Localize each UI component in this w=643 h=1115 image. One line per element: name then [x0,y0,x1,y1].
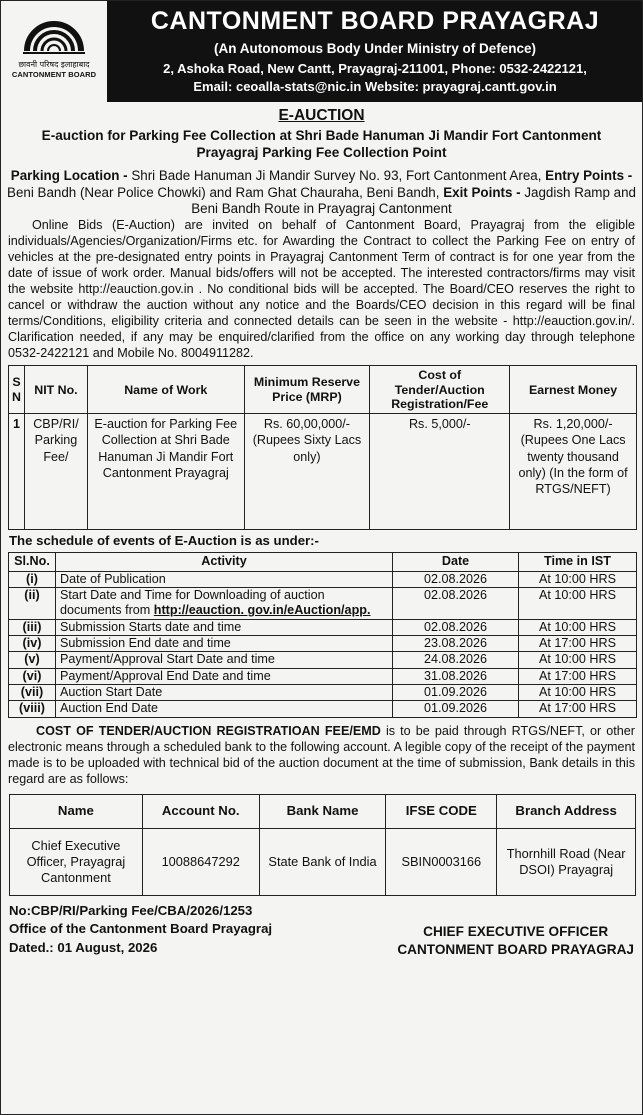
col-slno: Sl.No. [9,552,56,571]
reference-number: No:CBP/RI/Parking Fee/CBA/2026/1253 [9,902,253,918]
parking-location [1,168,642,217]
footer-reference [9,902,272,959]
entry-text: Beni Bandh (Near Police Chowki) and Ram Ghat Chauraha, Beni Bandh, [7,184,444,200]
board-title: CANTONMENT BOARD PRAYAGRAJ [150,7,600,35]
cell-activity: Submission End date and time [56,635,393,651]
cell-branch: Thornhill Road (Near DSOI) Prayagraj [497,828,636,895]
cell-sl: (ii) [9,587,56,619]
col-cost: Cost of Tender/Auction Registration/Fee [370,366,510,414]
cell-activity: Payment/Approval Start Date and time [56,652,393,668]
cell-time: At 10:00 HRS [519,619,637,635]
col-branch: Branch Address [497,794,636,828]
cell-activity: Submission Starts date and time [56,619,393,635]
cell-ifsc: SBIN0003166 [386,828,497,895]
table-row [9,685,637,701]
cell-sl: (iii) [9,619,56,635]
notice-body [1,218,642,362]
col-sn: S N [9,366,25,414]
cost-bold-text: COST OF TENDER/AUCTION REGISTRATIOAN FEE/EMD [36,723,381,738]
eauction-link[interactable]: http://eauction. gov.in/eAuction/app. [153,603,371,618]
table-row [9,619,637,635]
nit-table [8,365,637,530]
col-account: Account No. [142,794,259,828]
cell-work: E-auction for Parking Fee Collection at Shri Bade Hanuman Ji Mandir Fort Cantonment Prayagraj [87,414,244,530]
cell-date: 02.08.2026 [393,587,519,619]
exit-label: Exit Points - [443,184,521,200]
cell-activity: Auction End Date [56,701,393,717]
table-row [10,828,636,895]
cell-date: 31.08.2026 [393,668,519,684]
cell-date: 02.08.2026 [393,619,519,635]
col-work: Name of Work [87,366,244,414]
board-subtitle: (An Autonomous Body Under Ministry of Defence) [213,41,536,57]
cell-date: 02.08.2026 [393,571,519,587]
cell-activity [56,587,393,619]
signatory-org: CANTONMENT BOARD PRAYAGRAJ [397,941,634,957]
col-activity: Activity [56,552,393,571]
cell-sl: (i) [9,571,56,587]
location-label: Parking Location - [10,168,128,184]
notice-heading: E-AUCTION [278,107,365,124]
header-text [108,1,642,102]
cell-mrp: Rs. 60,00,000/- (Rupees Sixty Lacs only) [244,414,370,530]
col-time: Time in IST [519,552,637,571]
col-name: Name [10,794,143,828]
logo [1,1,108,102]
entry-label: Entry Points - [545,168,633,184]
cell-time: At 10:00 HRS [519,685,637,701]
signatory [397,902,634,959]
footer [1,902,642,959]
header [1,1,642,102]
cell-emd: Rs. 1,20,000/- (Rupees One Lacs twenty thousand only) (In the form of RTGS/NEFT) [510,414,637,530]
cantonment-board-emblem-icon [21,7,87,57]
cell-time: At 17:00 HRS [519,635,637,651]
table-row [9,652,637,668]
bank-table [9,794,636,896]
table-row [9,668,637,684]
location-text: Shri Bade Hanuman Ji Mandir Survey No. 93, Fort Cantonment Area, [127,168,546,184]
logo-english-text: CANTONMENT BOARD [11,70,97,79]
schedule-heading: The schedule of events of E-Auction is as under:- [9,533,319,549]
activity-text: Start Date and Time for Downloading of auction documents from [60,587,325,618]
col-mrp: Minimum Reserve Price (MRP) [244,366,370,414]
table-row [9,587,637,619]
logo-hindi-text: छावनी परिषद इलाहाबाद [18,60,90,69]
office-name: Office of the Cantonment Board Prayagraj [9,921,273,937]
cell-sl: (iv) [9,635,56,651]
notice-subject: E-auction for Parking Fee Collection at Shri Bade Hanuman Ji Mandir Fort Cantonment Prayagraj Parking Fee Collection Point [41,128,602,161]
cell-time: At 17:00 HRS [519,701,637,717]
cell-sn: 1 [9,414,25,530]
notice-body-text: Online Bids (E-Auction) are invited on behalf of Cantonment Board, Prayagraj from the eligible individuals/Agencies/Organization/Firms etc. for Awarding the Contract to collect the Parking Fee on entry of vehicles at the pre-designated entry points in Prayagraj Cantonment Term of contract is for one year from the date of issue of work order. Manual bids/offers will not be accepted. The interested contractors/firms may visit the website http://eauction.gov.in . No conditional bids will be accepted. The Board/CEO reserves the right to cancel or withdraw the auction without any notice and the Boards/CEO decision in this regard will be final terms/Conditions, eligibility criteria and connected details can be seen in the website - http://eauction.gov.in/. Clarification needed, if any may be enquired/clarified from the office on any working day through telephone 0532-2422121 and Mobile No. 8004911282. [8,218,635,361]
cell-sl: (vi) [9,668,56,684]
board-contact: Email: ceoalla-stats@nic.in Website: prayagraj.cantt.gov.in [193,79,557,95]
table-row [9,571,637,587]
cell-date: 23.08.2026 [393,635,519,651]
cell-activity: Payment/Approval End Date and time [56,668,393,684]
cell-cost: Rs. 5,000/- [370,414,510,530]
cell-date: 01.09.2026 [393,701,519,717]
bank-header-row [10,794,636,828]
cell-nit: CBP/RI/ Parking Fee/ [24,414,87,530]
cell-activity: Date of Publication [56,571,393,587]
cost-text: is to be paid through RTGS/NEFT, or other electronic means through a scheduled bank to the following account. A legible copy of the receipt of the payment made is to be uploaded with technical bid of the auction document at the time of submission, Bank details in this regard are as follows: [8,723,636,786]
cell-sl: (viii) [9,701,56,717]
col-ifsc: IFSE CODE [386,794,497,828]
cost-paragraph [1,724,642,788]
cell-time: At 17:00 HRS [519,668,637,684]
col-date: Date [393,552,519,571]
exit-text: Jagdish Ramp and Beni Bandh Route in Prayagraj Cantonment [191,184,636,217]
signatory-title: CHIEF EXECUTIVE OFFICER [423,923,609,939]
col-nit: NIT No. [24,366,87,414]
table-row [9,701,637,717]
dated: Dated.: 01 August, 2026 [9,940,158,956]
cell-name: Chief Executive Officer, Prayagraj Cantonment [10,828,143,895]
schedule-table [8,552,637,718]
board-address: 2, Ashoka Road, New Cantt, Prayagraj-211001, Phone: 0532-2422121, [163,61,587,77]
schedule-header-row [9,552,637,571]
col-bank: Bank Name [259,794,386,828]
cell-account: 10088647292 [142,828,259,895]
col-emd: Earnest Money [510,366,637,414]
cell-bank: State Bank of India [259,828,386,895]
cell-time: At 10:00 HRS [519,571,637,587]
cell-date: 24.08.2026 [393,652,519,668]
cell-date: 01.09.2026 [393,685,519,701]
table-row [9,635,637,651]
cell-sl: (v) [9,652,56,668]
cell-time: At 10:00 HRS [519,652,637,668]
cell-activity: Auction Start Date [56,685,393,701]
cell-sl: (vii) [9,685,56,701]
table-row [9,414,637,530]
cell-time: At 10:00 HRS [519,587,637,619]
nit-header-row [9,366,637,414]
